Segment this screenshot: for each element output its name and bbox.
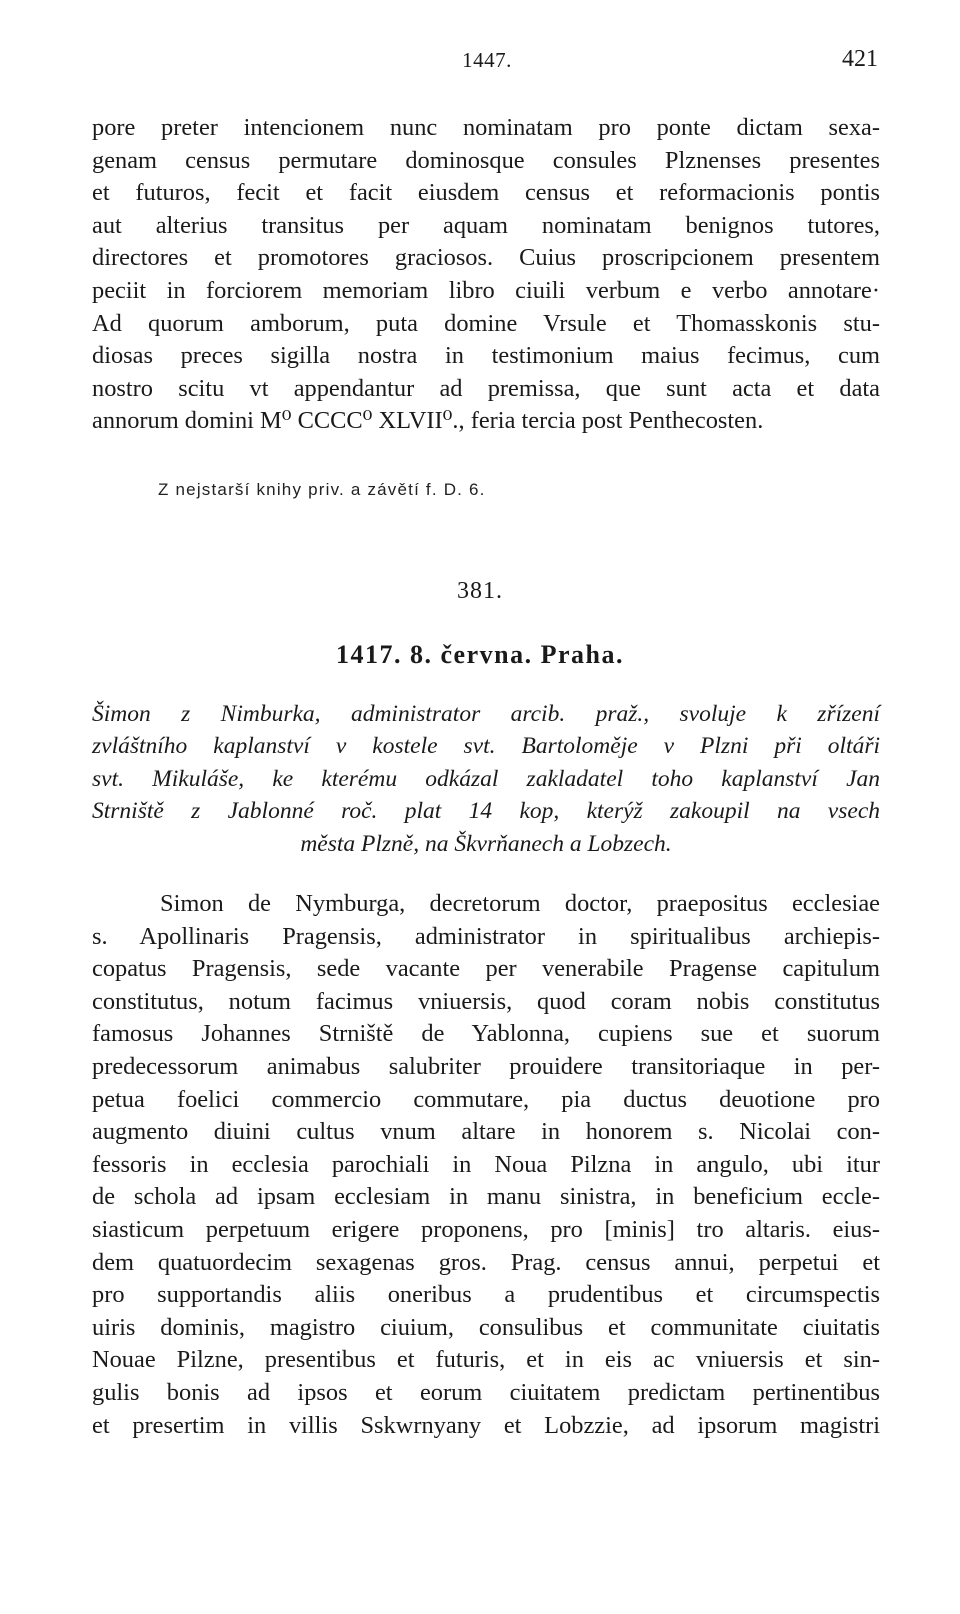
- text-line: directores et promotores graciosos. Cuius proscripcionem presentem: [92, 244, 880, 272]
- text-line: famosus Johannes Strniště de Yablonna, cupiens sue et suorum: [92, 1020, 880, 1048]
- text-line: petua foelici commercio commutare, pia ductus deuotione pro: [92, 1085, 880, 1113]
- running-head: [96, 44, 878, 78]
- text-line: diosas preces sigilla nostra in testimonium maius fecimus, cum: [92, 342, 880, 370]
- text-line: et presertim in villis Sskwrnyany et Lobzzie, ad ipsorum magistri: [92, 1411, 880, 1439]
- source-note: Z nejstarší knihy priv. a závětí f. D. 6.: [158, 480, 486, 499]
- text-line: et futuros, fecit et facit eiusdem census et reformacionis pontis: [92, 179, 880, 207]
- text-line: nostro scitu vt appendantur ad premissa, que sunt acta et data: [92, 374, 880, 402]
- text-line: pore preter intencionem nunc nominatam pro ponte dictam sexa-: [92, 114, 880, 141]
- text-line: Ad quorum amborum, puta domine Vrsule et Thomasskonis stu-: [92, 309, 880, 337]
- text-line: gulis bonis ad ipsos et eorum ciuitatem predictam pertinentibus: [92, 1378, 880, 1406]
- text-line: Nouae Pilzne, presentibus et futuris, et in eis ac vniuersis et sin-: [92, 1346, 880, 1374]
- regest-line: Strniště z Jablonné roč. plat 14 kop, kterýž zakoupil na vsech: [92, 798, 880, 825]
- page-number: 421: [842, 46, 878, 72]
- paragraph-continuation: [92, 112, 880, 438]
- text-line: uiris dominis, magistro ciuium, consulibus et communitate ciuitatis: [92, 1313, 880, 1341]
- text-line: predecessorum animabus salubriter prouidere transitoriaque in per-: [92, 1052, 880, 1080]
- text-line: constitutus, notum facimus vniuersis, quod coram nobis constitutus: [92, 987, 880, 1015]
- text-line: annorum domini M⁰ CCCC⁰ XLVII⁰., feria tercia post Penthecosten.: [92, 407, 764, 435]
- regest-summary: [92, 698, 880, 860]
- text-line: Simon de Nymburga, decretorum doctor, praepositus ecclesiae: [160, 890, 880, 917]
- text-line: genam census permutare dominosque consules Plznenses presentes: [92, 146, 880, 174]
- text-line: aut alterius transitus per aquam nominatam benignos tutores,: [92, 211, 880, 239]
- text-line: siasticum perpetuum erigere proponens, pro [minis] tro altaris. eius-: [92, 1215, 880, 1243]
- regest-line: města Plzně, na Škvrňanech a Lobzech.: [300, 830, 672, 857]
- regest-line: Šimon z Nimburka, administrator arcib. praž., svoluje k zřízení: [92, 701, 880, 727]
- text-line: peciit in forciorem memoriam libro ciuili verbum e verbo annotare·: [92, 276, 880, 304]
- regest-line: svt. Mikuláše, ke kterému odkázal zakladatel toho kaplanství Jan: [92, 765, 880, 792]
- text-line: dem quatuordecim sexagenas gros. Prag. census annui, perpetui et: [92, 1248, 880, 1276]
- charter-text: [92, 888, 880, 1442]
- running-head-year: 1447.: [462, 48, 512, 72]
- regest-line: zvláštního kaplanství v kostele svt. Bartoloměje v Plzni při oltáři: [92, 733, 880, 760]
- text-line: augmento diuini cultus vnum altare in honorem s. Nicolai con-: [92, 1118, 880, 1146]
- text-line: fessoris in ecclesia parochiali in Noua Pilzna in angulo, ubi itur: [92, 1150, 880, 1178]
- document-date-place: 1417. 8. června. Praha.: [336, 640, 624, 669]
- text-line: copatus Pragensis, sede vacante per venerabile Pragense capitulum: [92, 955, 880, 983]
- text-line: pro supportandis aliis oneribus a prudentibus et circumspectis: [92, 1281, 880, 1309]
- text-line: de schola ad ipsam ecclesiam in manu sinistra, in beneficium eccle-: [92, 1183, 880, 1211]
- document-number: 381.: [457, 578, 503, 604]
- text-line: s. Apollinaris Pragensis, administrator in spiritualibus archiepis-: [92, 922, 880, 950]
